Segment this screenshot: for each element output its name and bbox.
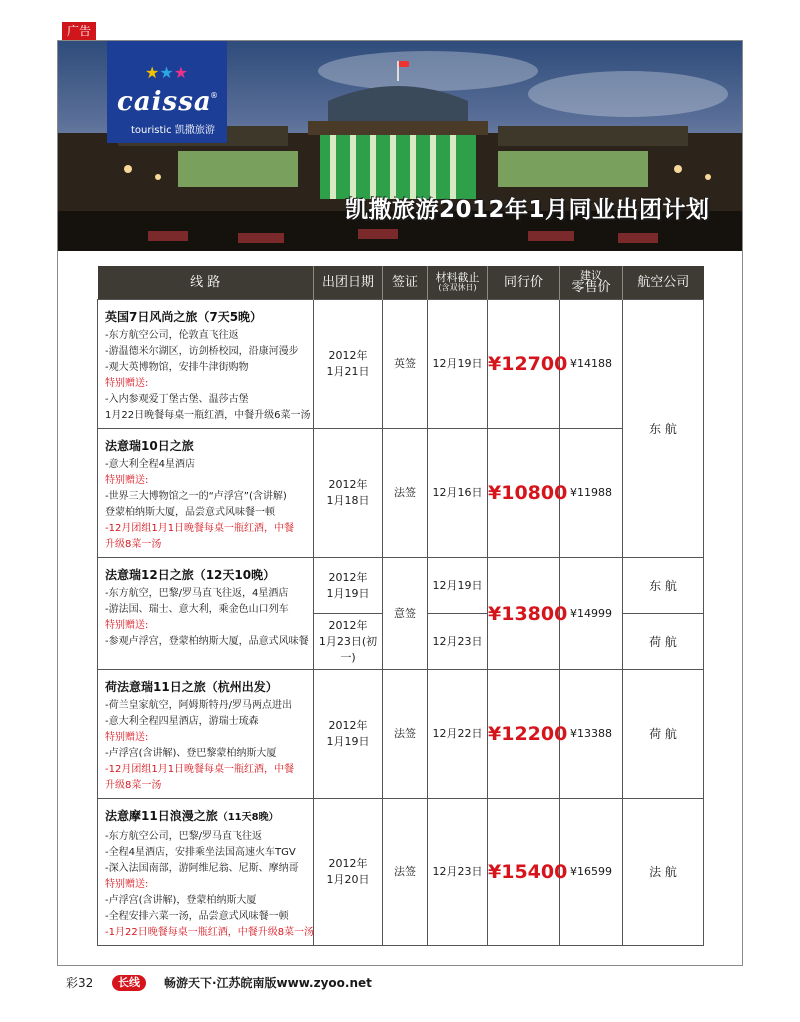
table-row — [98, 799, 704, 946]
header-retail-bottom: 零售价 — [571, 280, 611, 295]
route-line: -全程安排六菜一汤，品尝意式风味餐一顿 — [105, 911, 289, 922]
deadline-date: 12月19日 — [428, 300, 488, 429]
airline-name: 东 航 — [623, 558, 704, 614]
route-line: -荷兰皇家航空，阿姆斯特丹/罗马两点进出 — [105, 700, 292, 711]
airline-name: 法 航 — [623, 799, 704, 946]
tour-schedule-table — [97, 266, 704, 946]
header-trade-price: 同行价 — [488, 266, 560, 300]
table-row — [98, 670, 704, 799]
route-line: 1月22日晚餐每桌一瓶红酒，中餐升级6菜一汤 — [105, 410, 311, 421]
header-deadline-note: (含双休日) — [438, 283, 477, 292]
route-line: 登蒙柏纳斯大厦，品尝意式风味餐一顿 — [105, 507, 275, 518]
header-deadline-label: 材料截止 — [435, 271, 480, 284]
deadline-date: 12月19日 — [428, 558, 488, 614]
departure-date: 2012年 1月19日 — [314, 558, 383, 614]
route-line-highlight: -12月团组1月1日晚餐每桌一瓶红酒，中餐 — [105, 764, 295, 775]
ad-label: 广告 — [62, 22, 96, 40]
retail-price: ¥14999 — [560, 558, 623, 670]
route-line: -入内参观爱丁堡古堡、温莎古堡 — [105, 394, 249, 405]
route-title: 荷法意瑞11日之旅（杭州出发） — [105, 680, 278, 694]
retail-price: ¥14188 — [560, 300, 623, 429]
header-visa: 签证 — [383, 266, 428, 300]
route-line-highlight: 升级8菜一汤 — [105, 539, 162, 550]
gift-label: 特别赠送: — [105, 475, 149, 486]
departure-date: 2012年 1月21日 — [314, 300, 383, 429]
route-title-text: 法意摩11日浪漫之旅 — [105, 809, 218, 823]
caissa-logo — [107, 41, 227, 143]
route-line: -东方航空公司，伦敦直飞往返 — [105, 330, 239, 341]
deadline-date: 12月23日 — [428, 799, 488, 946]
route-cell — [98, 799, 314, 946]
trade-price: ¥12200 — [488, 670, 560, 799]
page-footer — [58, 972, 758, 994]
palace-pediment — [308, 121, 488, 135]
departure-date: 2012年 1月23日(初一) — [314, 614, 383, 670]
route-line: -参观卢浮宫，登蒙柏纳斯大厦，品意式风味餐 — [105, 636, 309, 647]
route-title-duration: （11天8晚） — [217, 812, 279, 823]
route-line: -卢浮宫(含讲解)，登蒙柏纳斯大厦 — [105, 895, 257, 906]
gift-label: 特别赠送: — [105, 620, 149, 631]
route-line: -东方航空，巴黎/罗马直飞往返，4星酒店 — [105, 588, 289, 599]
route-line: -观大英博物馆，安排牛津街购物 — [105, 362, 249, 373]
star-icon: ★ — [173, 63, 189, 82]
route-line: -意大利全程四星酒店，游瑞士琉森 — [105, 716, 259, 727]
section-badge: 长线 — [112, 975, 146, 991]
star-icon: ★ — [159, 63, 174, 82]
route-cell — [98, 670, 314, 799]
route-cell — [98, 558, 314, 670]
route-title — [105, 805, 313, 829]
flag-pole — [397, 61, 399, 81]
deadline-date: 12月23日 — [428, 614, 488, 670]
page-number: 彩32 — [66, 976, 94, 990]
route-line: -深入法国南部，游阿维尼翁、尼斯、摩纳哥 — [105, 863, 299, 874]
route-line-highlight: -12月团组1月1日晚餐每桌一瓶红酒，中餐 — [105, 523, 295, 534]
route-line: -游温德米尔湖区，访剑桥校园，沿康河漫步 — [105, 346, 299, 357]
visa-type: 意签 — [383, 558, 428, 670]
table-row — [98, 558, 704, 614]
route-line-highlight: 升级8菜一汤 — [105, 780, 162, 791]
visa-type: 法签 — [383, 799, 428, 946]
footer-text: 畅游天下·江苏皖南版www.zyoo.net — [164, 976, 372, 990]
departure-date: 2012年 1月20日 — [314, 799, 383, 946]
departure-date: 2012年 1月18日 — [314, 429, 383, 558]
route-line: -卢浮宫(含讲解)、登巴黎蒙柏纳斯大厦 — [105, 748, 277, 759]
route-line: -游法国、瑞士、意大利，乘金色山口列车 — [105, 604, 289, 615]
airline-name: 荷 航 — [623, 670, 704, 799]
header-airline: 航空公司 — [623, 266, 704, 300]
trade-price: ¥13800 — [488, 558, 560, 670]
trade-price: ¥10800 — [488, 429, 560, 558]
gift-label: 特别赠送: — [105, 732, 149, 743]
table-header-row — [98, 266, 704, 300]
header-route: 线 路 — [98, 266, 314, 300]
logo-stars — [145, 65, 188, 81]
airline-name: 荷 航 — [623, 614, 704, 670]
table-row — [98, 300, 704, 429]
route-line-highlight: -1月22日晚餐每桌一瓶红酒，中餐升级8菜一汤 — [105, 927, 315, 938]
logo-wordmark: caissa — [117, 87, 212, 117]
hero-title: 凯撒旅游2012年1月同业出团计划 — [345, 197, 710, 223]
flag — [399, 61, 409, 67]
route-cell — [98, 300, 314, 429]
header-retail-price — [560, 266, 623, 300]
route-line: -世界三大博物馆之一的“卢浮宫”(含讲解) — [105, 491, 287, 502]
route-line: -意大利全程4星酒店 — [105, 459, 195, 470]
route-title: 法意瑞10日之旅 — [105, 439, 194, 453]
retail-price: ¥16599 — [560, 799, 623, 946]
star-icon: ★ — [145, 63, 160, 82]
trade-price: ¥15400 — [488, 799, 560, 946]
gift-label: 特别赠送: — [105, 378, 149, 389]
header-deadline — [428, 266, 488, 300]
trade-price: ¥12700 — [488, 300, 560, 429]
gift-label: 特别赠送: — [105, 879, 149, 890]
route-title: 法意瑞12日之旅（12天10晚） — [105, 568, 276, 582]
registered-mark: ® — [210, 91, 218, 100]
table-row — [98, 429, 704, 558]
header-retail-top: 建议 — [580, 269, 602, 282]
retail-price: ¥13388 — [560, 670, 623, 799]
route-line: -全程4星酒店，安排乘坐法国高速火车TGV — [105, 847, 296, 858]
header-departure-date: 出团日期 — [314, 266, 383, 300]
route-line: -东方航空公司，巴黎/罗马直飞往返 — [105, 831, 262, 842]
deadline-date: 12月22日 — [428, 670, 488, 799]
visa-type: 法签 — [383, 670, 428, 799]
right-wing-roof — [498, 126, 688, 146]
visa-type: 英签 — [383, 300, 428, 429]
retail-price: ¥11988 — [560, 429, 623, 558]
departure-date: 2012年 1月19日 — [314, 670, 383, 799]
route-title: 英国7日风尚之旅（7天5晚） — [105, 310, 263, 324]
logo-tagline: touristic 凯撒旅游 — [131, 125, 215, 136]
airline-name: 东 航 — [623, 300, 704, 558]
route-cell — [98, 429, 314, 558]
deadline-date: 12月16日 — [428, 429, 488, 558]
visa-type: 法签 — [383, 429, 428, 558]
